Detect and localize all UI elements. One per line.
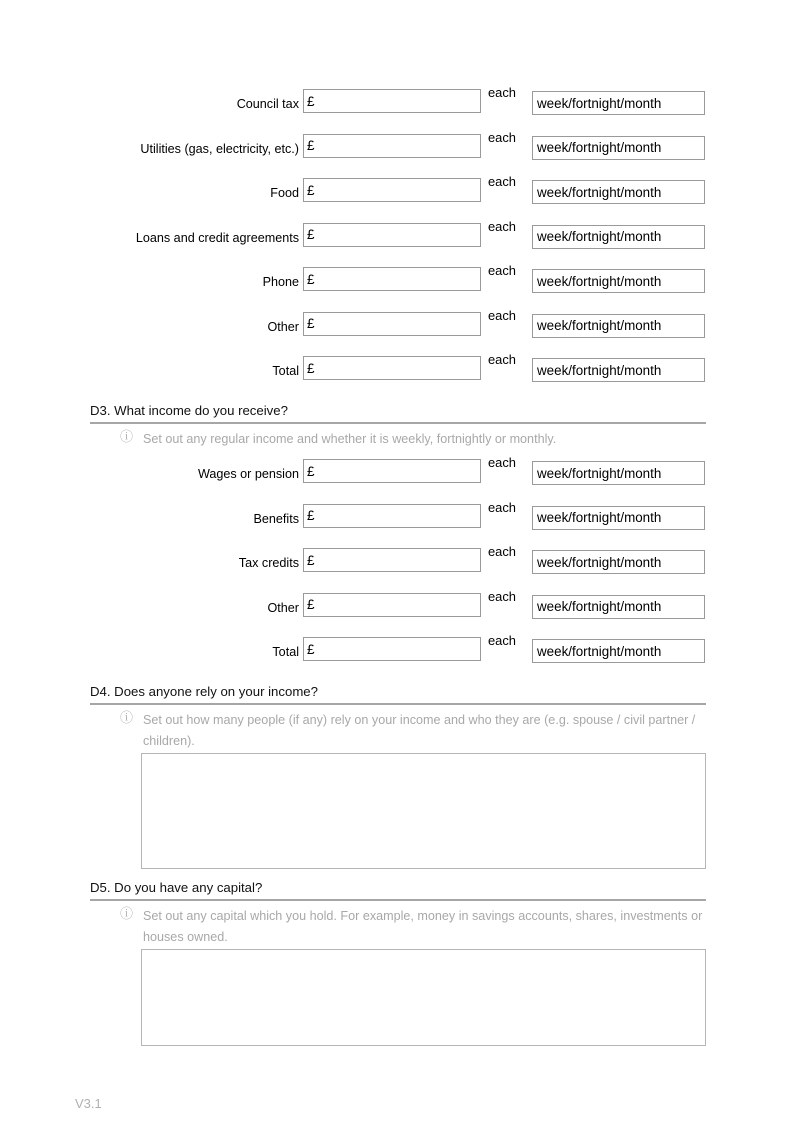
frequency-input[interactable]: [532, 595, 705, 619]
each-label: each: [488, 633, 516, 648]
frequency-input[interactable]: [532, 314, 705, 338]
row-label: Tax credits: [238, 556, 299, 570]
frequency-input[interactable]: [532, 358, 705, 382]
amount-input[interactable]: [303, 356, 481, 380]
expense-row-council-tax: [0, 85, 800, 130]
frequency-input[interactable]: [532, 136, 705, 160]
row-label: Total: [272, 645, 299, 659]
hint-d3: [120, 429, 712, 450]
row-label: Phone: [262, 275, 299, 289]
answer-textarea-d5[interactable]: [141, 949, 706, 1046]
frequency-input[interactable]: [532, 550, 705, 574]
each-label: each: [488, 129, 516, 145]
hint-text: Set out how many people (if any) rely on your income and who they are (e.g. spouse / civil partner / children).: [143, 713, 696, 748]
amount-input[interactable]: [303, 267, 481, 291]
frequency-input[interactable]: [532, 91, 705, 115]
heading-divider: [90, 899, 706, 901]
each-label: each: [488, 352, 516, 367]
amount-input[interactable]: [303, 459, 481, 483]
heading-divider: [90, 422, 706, 424]
frequency-input[interactable]: [532, 639, 705, 663]
each-label: each: [488, 455, 516, 470]
income-rows: [0, 455, 800, 678]
expenses-rows: [0, 85, 800, 397]
frequency-input[interactable]: [532, 180, 705, 204]
row-label: Utilities (gas, electricity, etc.): [140, 141, 299, 156]
row-label: Other: [267, 600, 299, 615]
info-circle-icon: ⓘ: [120, 429, 134, 444]
hint-text: Set out any capital which you hold. For example, money in savings accounts, shares, investments or houses owned.: [143, 909, 703, 944]
question-heading-d4: D4. Does anyone rely on your income?: [90, 684, 318, 699]
frequency-input[interactable]: [532, 506, 705, 530]
expense-row-loans-and-credit-agreements: [0, 219, 800, 264]
row-label: Total: [272, 364, 299, 378]
amount-input[interactable]: [303, 134, 481, 158]
amount-input[interactable]: [303, 593, 481, 617]
each-label: each: [488, 588, 516, 604]
row-label: Loans and credit agreements: [135, 230, 299, 245]
footer-version-label: V3.1: [75, 1096, 102, 1111]
hint-text: Set out any regular income and whether it is weekly, fortnightly or monthly.: [143, 432, 557, 446]
info-circle-icon: ⓘ: [120, 906, 134, 921]
expense-row-total: [0, 352, 800, 397]
each-label: each: [488, 544, 516, 559]
row-label: Benefits: [253, 511, 299, 526]
amount-input[interactable]: [303, 548, 481, 572]
frequency-input[interactable]: [532, 461, 705, 485]
each-label: each: [488, 174, 516, 189]
each-label: each: [488, 263, 516, 278]
row-label: Council tax: [236, 97, 299, 111]
income-row-other: [0, 589, 800, 634]
amount-input[interactable]: [303, 504, 481, 528]
each-label: each: [488, 499, 516, 515]
amount-input[interactable]: [303, 89, 481, 113]
answer-textarea-d4[interactable]: [141, 753, 706, 869]
income-row-wages-or-pension: [0, 455, 800, 500]
info-circle-icon: ⓘ: [120, 710, 134, 725]
income-row-total: [0, 633, 800, 678]
each-label: each: [488, 85, 516, 100]
expense-row-phone: [0, 263, 800, 308]
frequency-input[interactable]: [532, 225, 705, 249]
question-heading-d3: D3. What income do you receive?: [90, 403, 288, 418]
expense-row-utilities: [0, 130, 800, 175]
each-label: each: [488, 307, 516, 323]
row-label: Other: [267, 319, 299, 334]
amount-input[interactable]: [303, 637, 481, 661]
heading-divider: [90, 703, 706, 705]
hint-d5: [120, 906, 712, 948]
row-label: Food: [270, 186, 299, 200]
amount-input[interactable]: [303, 223, 481, 247]
each-label: each: [488, 218, 516, 234]
hint-d4: [120, 710, 712, 752]
expense-row-food: [0, 174, 800, 219]
amount-input[interactable]: [303, 312, 481, 336]
income-row-benefits: [0, 500, 800, 545]
frequency-input[interactable]: [532, 269, 705, 293]
question-heading-d5: D5. Do you have any capital?: [90, 880, 263, 895]
expense-row-other: [0, 308, 800, 353]
amount-input[interactable]: [303, 178, 481, 202]
row-label: Wages or pension: [197, 467, 299, 481]
income-row-tax-credits: [0, 544, 800, 589]
